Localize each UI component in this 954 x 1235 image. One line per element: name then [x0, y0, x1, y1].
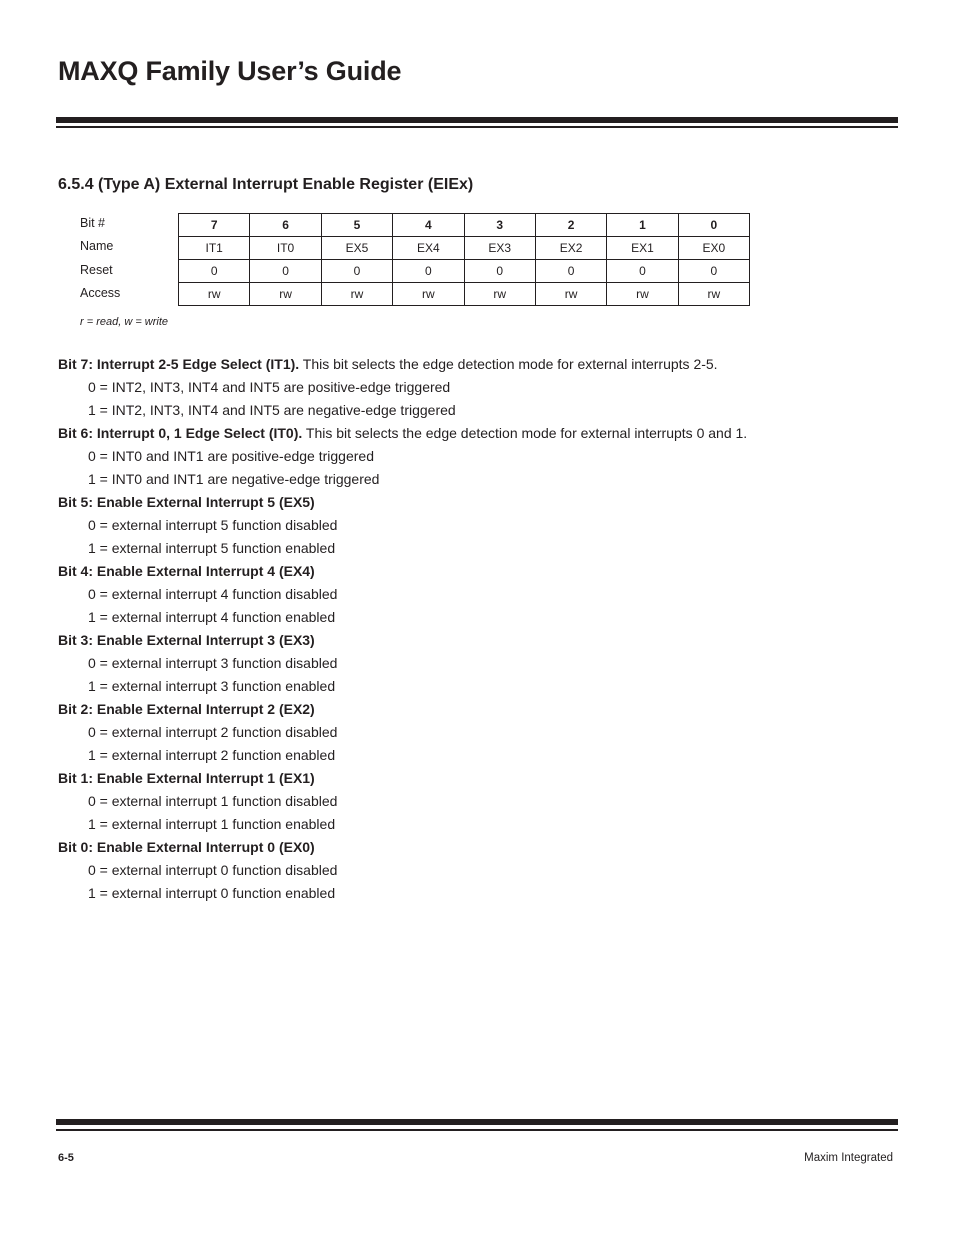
access-cell: rw: [393, 283, 464, 306]
bit-option: 0 = INT2, INT3, INT4 and INT5 are positive-edge triggered: [88, 379, 451, 395]
access-cell: rw: [179, 283, 250, 306]
reset-value-cell: 0: [250, 260, 321, 283]
reset-value-cell: 0: [464, 260, 535, 283]
bit-name-cell: IT1: [179, 237, 250, 260]
bit-text: This bit selects the edge detection mode for external interrupts 2-5.: [299, 356, 718, 372]
access-cell: rw: [250, 283, 321, 306]
bit-option: 0 = external interrupt 4 function disabled: [88, 586, 338, 602]
bit-title: Bit 7: Interrupt 2-5 Edge Select (IT1).: [58, 356, 300, 372]
bit-option: 1 = external interrupt 2 function enabled: [88, 747, 336, 763]
bit-description-heading: [58, 491, 898, 514]
bit-name-cell: IT0: [250, 237, 321, 260]
register-table: [178, 213, 750, 306]
bit-title: Bit 3: Enable External Interrupt 3 (EX3): [58, 632, 315, 648]
bit-number-cell: 2: [535, 214, 606, 237]
header-rule-thick: [56, 117, 898, 123]
access-cell: rw: [535, 283, 606, 306]
access-cell: rw: [678, 283, 749, 306]
access-cell: rw: [321, 283, 392, 306]
bit-number-cell: 7: [179, 214, 250, 237]
register-row-bits: [179, 214, 750, 237]
bit-number-cell: 0: [678, 214, 749, 237]
bit-title: Bit 4: Enable External Interrupt 4 (EX4): [58, 563, 315, 579]
bit-name-cell: EX1: [607, 237, 678, 260]
page-number: 6-5: [58, 1152, 74, 1164]
bit-name-cell: EX3: [464, 237, 535, 260]
reset-value-cell: 0: [607, 260, 678, 283]
reset-value-cell: 0: [179, 260, 250, 283]
bit-title: Bit 1: Enable External Interrupt 1 (EX1): [58, 770, 315, 786]
bit-number-cell: 6: [250, 214, 321, 237]
row-label-reset: Reset: [80, 262, 113, 277]
bit-number-cell: 1: [607, 214, 678, 237]
bit-description-heading: [58, 560, 898, 583]
header-rule-thin: [56, 126, 898, 128]
access-note: r = read, w = write: [80, 316, 169, 328]
bit-name-cell: EX2: [535, 237, 606, 260]
bit-title: Bit 5: Enable External Interrupt 5 (EX5): [58, 494, 315, 510]
bit-text: This bit selects the edge detection mode for external interrupts 0 and 1.: [302, 425, 748, 441]
bit-option: 0 = external interrupt 0 function disabled: [88, 862, 338, 878]
bit-title: Bit 6: Interrupt 0, 1 Edge Select (IT0).: [58, 425, 303, 441]
bit-option: 1 = external interrupt 1 function enabled: [88, 816, 336, 832]
row-label-name: Name: [80, 239, 114, 254]
bit-option: 1 = INT2, INT3, INT4 and INT5 are negative-edge triggered: [88, 402, 456, 418]
bit-title: Bit 0: Enable External Interrupt 0 (EX0): [58, 839, 315, 855]
bit-option: 1 = external interrupt 4 function enabled: [88, 609, 336, 625]
register-row-access: [179, 283, 750, 306]
bit-name-cell: EX5: [321, 237, 392, 260]
bit-descriptions: [58, 353, 898, 905]
section-heading: 6.5.4 (Type A) External Interrupt Enable Register (EIEx): [58, 176, 474, 193]
register-row-reset: [179, 260, 750, 283]
bit-title: Bit 2: Enable External Interrupt 2 (EX2): [58, 701, 315, 717]
bit-option: 1 = external interrupt 3 function enabled: [88, 678, 336, 694]
footer-rule-thick: [56, 1119, 898, 1125]
document-title: MAXQ Family User’s Guide: [58, 56, 402, 86]
row-label-bit: Bit #: [80, 216, 106, 230]
reset-value-cell: 0: [678, 260, 749, 283]
bit-option: 0 = external interrupt 2 function disabled: [88, 724, 338, 740]
bit-number-cell: 5: [321, 214, 392, 237]
bit-description-heading: [58, 698, 898, 721]
access-cell: rw: [464, 283, 535, 306]
register-row-names: [179, 237, 750, 260]
bit-option: 0 = external interrupt 5 function disabled: [88, 517, 338, 533]
bit-name-cell: EX0: [678, 237, 749, 260]
bit-option: 0 = external interrupt 1 function disabled: [88, 793, 338, 809]
bit-number-cell: 4: [393, 214, 464, 237]
bit-description-heading: [58, 422, 898, 445]
bit-description-heading: [58, 353, 898, 376]
row-label-access: Access: [80, 285, 121, 300]
bit-option: 1 = INT0 and INT1 are negative-edge triggered: [88, 471, 380, 487]
register-row-labels: [80, 213, 120, 306]
reset-value-cell: 0: [321, 260, 392, 283]
bit-description-heading: [58, 836, 898, 859]
reset-value-cell: 0: [393, 260, 464, 283]
access-cell: rw: [607, 283, 678, 306]
bit-name-cell: EX4: [393, 237, 464, 260]
bit-option: 1 = external interrupt 5 function enabled: [88, 540, 336, 556]
bit-option: 0 = external interrupt 3 function disabled: [88, 655, 338, 671]
bit-description-heading: [58, 767, 898, 790]
bit-number-cell: 3: [464, 214, 535, 237]
bit-description-heading: [58, 629, 898, 652]
bit-option: 0 = INT0 and INT1 are positive-edge triggered: [88, 448, 374, 464]
reset-value-cell: 0: [535, 260, 606, 283]
company-name: Maxim Integrated: [804, 1152, 893, 1164]
footer-rule-thin: [56, 1129, 898, 1131]
bit-option: 1 = external interrupt 0 function enabled: [88, 885, 336, 901]
